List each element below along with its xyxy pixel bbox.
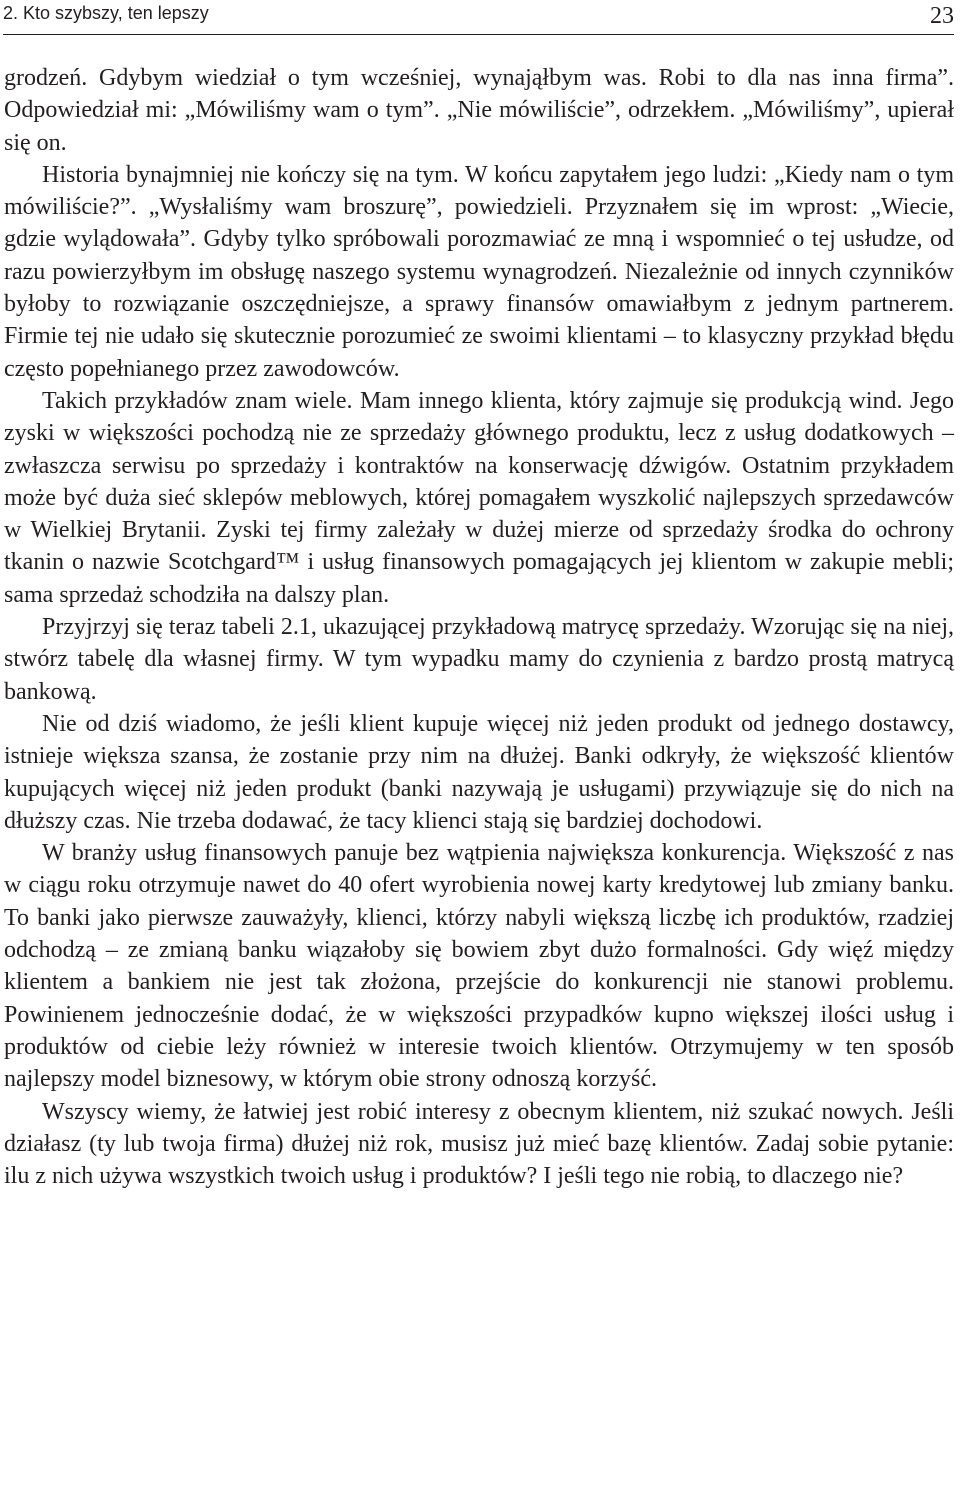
paragraph: Nie od dziś wiadomo, że jeśli klient kupuje więcej niż jeden produkt od jednego dostawcy, istnieje większa szansa, że zostanie przy nim na dłużej. Banki odkryły, że większość klientów kupujących więcej niż jeden produkt (banki nazywają je usługami) przywiązuje się do nich na dłuższy czas. Nie trzeba dodawać, że tacy klienci stają się bardziej dochodowi. (4, 710, 954, 834)
paragraph: W branży usług finansowych panuje bez wątpienia największa konkurencja. Większość z nas w ciągu roku otrzymuje nawet do 40 ofert wyrobienia nowej karty kredytowej lub zmiany banku. To banki jako pierwsze zauważyły, klienci, którzy nabyli większą liczbę ich produktów, rzadziej odchodzą – ze zmianą banku wiązałoby się bowiem zbyt dużo formalności. Gdy więź między klientem a bankiem nie jest tak złożona, przejście do konkurencji nie stanowi problemu. Powinienem jednocześnie dodać, że w większości przypadków kupno większej ilości usług i produktów od ciebie leży również w interesie twoich klientów. Otrzymujemy w ten sposób najlepszy model biznesowy, w którym obie strony odnoszą korzyść. (4, 840, 954, 1093)
paragraph: Wszyscy wiemy, że łatwiej jest robić interesy z obecnym klientem, niż szukać nowych. Jeśli działasz (ty lub twoja firma) dłużej niż rok, musisz już mieć bazę klientów. Zadaj sobie pytanie: ilu z nich używa wszystkich twoich usług i produktów? I jeśli tego nie robią, to dlaczego nie? (4, 1098, 954, 1190)
body-text (4, 62, 954, 1192)
running-title: 2. Kto szybszy, ten lepszy (3, 3, 209, 23)
paragraph: Przyjrzyj się teraz tabeli 2.1, ukazującej przykładową matrycę sprzedaży. Wzorując się na niej, stwórz tabelę dla własnej firmy. W tym wypadku mamy do czynienia z bardzo prostą matrycą bankową. (4, 614, 954, 705)
paragraph: Historia bynajmniej nie kończy się na tym. W końcu zapytałem jego ludzi: „Kiedy nam o tym mówiliście?”. „Wysłaliśmy wam broszurę”, powiedzieli. Przyznałem się im wprost: „Wiecie, gdzie wylądowała”. Gdyby tylko spróbowali porozmawiać ze mną i wspomnieć o tej usłudze, od razu powierzyłbym im obsługę naszego systemu wynagrodzeń. Niezależnie od innych czynników byłoby to rozwiązanie oszczędniejsze, a sprawy finansów omawiałbym z jednym partnerem. Firmie tej nie udało się skutecznie porozumieć ze swoimi klientami – to klasyczny przykład błędu często popełnianego przez zawodowców. (4, 161, 954, 382)
paragraph: grodzeń. Gdybym wiedział o tym wcześniej, wynająłbym was. Robi to dla nas inna firma”. Odpowiedział mi: „Mówiliśmy wam o tym”. „Nie mówiliście”, odrzekłem. „Mówiliśmy”, upierał się on. (4, 65, 954, 156)
paragraph: Takich przykładów znam wiele. Mam innego klienta, który zajmuje się produkcją wind. Jego zyski w większości pochodzą nie ze sprzedaży głównego produktu, lecz z usług dodatkowych – zwłaszcza serwisu po sprzedaży i kontraktów na konserwację dźwigów. Ostatnim przykładem może być duża sieć sklepów meblowych, której pomagałem wyszkolić najlepszych sprzedawców w Wielkiej Brytanii. Zyski tej firmy zależały w dużej mierze od sprzedaży środka do ochrony tkanin o nazwie Scotchgard™ i usług finansowych pomagających jej klientom w zakupie mebli; sama sprzedaż schodziła na dalszy plan. (4, 387, 954, 608)
page-number: 23 (930, 3, 954, 29)
running-header (3, 0, 954, 35)
